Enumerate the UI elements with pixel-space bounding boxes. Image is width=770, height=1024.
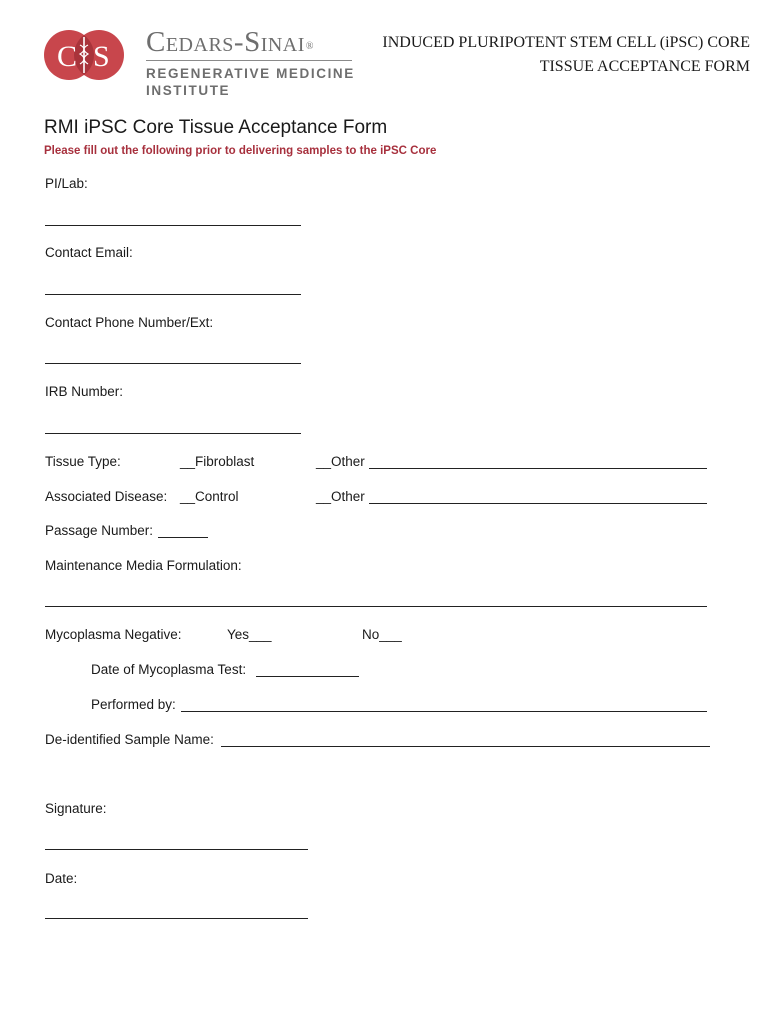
passage-number-field[interactable] (158, 537, 208, 538)
performed-by-field[interactable] (181, 711, 707, 712)
tissue-type-label: Tissue Type: (45, 454, 121, 469)
svg-text:S: S (93, 40, 110, 73)
disease-other-field[interactable] (369, 503, 707, 504)
header-title-line-2: TISSUE ACCEPTANCE FORM (539, 58, 750, 75)
pi-lab-label: PI/Lab: (45, 176, 88, 191)
registered-mark: ® (305, 41, 315, 52)
contact-phone-label: Contact Phone Number/Ext: (45, 315, 214, 330)
pi-lab-field[interactable] (45, 225, 301, 226)
irb-number-label: IRB Number: (45, 384, 124, 399)
institute-line-1: REGENERATIVE MEDICINE (146, 66, 355, 81)
header-title-line-1: INDUCED PLURIPOTENT STEM CELL (iPSC) CORE (382, 34, 750, 51)
irb-number-field[interactable] (45, 433, 301, 434)
disease-option-other[interactable]: __Other (316, 489, 365, 504)
mycoplasma-test-date-label: Date of Mycoplasma Test: (91, 662, 247, 677)
form-title: RMI iPSC Core Tissue Acceptance Form (44, 117, 388, 138)
signature-field[interactable] (45, 849, 308, 850)
brand-divider (146, 60, 352, 61)
date-field[interactable] (45, 918, 308, 919)
maintenance-media-label: Maintenance Media Formulation: (45, 558, 242, 573)
contact-phone-field[interactable] (45, 363, 301, 364)
tissue-option-other[interactable]: __Other (316, 454, 365, 469)
associated-disease-label: Associated Disease: (45, 489, 168, 504)
svg-text:C: C (57, 40, 78, 73)
mycoplasma-yes-option[interactable]: Yes___ (227, 627, 272, 642)
passage-number-label: Passage Number: (45, 523, 154, 538)
contact-email-label: Contact Email: (45, 245, 133, 260)
cs-caduceus-logo-icon (43, 27, 125, 83)
mycoplasma-negative-label: Mycoplasma Negative: (45, 627, 182, 642)
date-label: Date: (45, 871, 78, 886)
contact-email-field[interactable] (45, 294, 301, 295)
performed-by-label: Performed by: (91, 697, 176, 712)
maintenance-media-field[interactable] (45, 606, 707, 607)
sample-name-field[interactable] (221, 746, 710, 747)
signature-label: Signature: (45, 801, 107, 816)
tissue-option-fibroblast[interactable]: __Fibroblast (180, 454, 255, 469)
tissue-other-field[interactable] (369, 468, 707, 469)
disease-option-control[interactable]: __Control (180, 489, 239, 504)
institute-line-2: INSTITUTE (146, 83, 231, 98)
sample-name-label: De-identified Sample Name: (45, 732, 214, 747)
brand-name: Cedars-Sinai® (146, 26, 315, 58)
form-instructions: Please fill out the following prior to delivering samples to the iPSC Core (44, 145, 437, 157)
mycoplasma-test-date-field[interactable] (256, 676, 359, 677)
mycoplasma-no-option[interactable]: No___ (362, 627, 402, 642)
